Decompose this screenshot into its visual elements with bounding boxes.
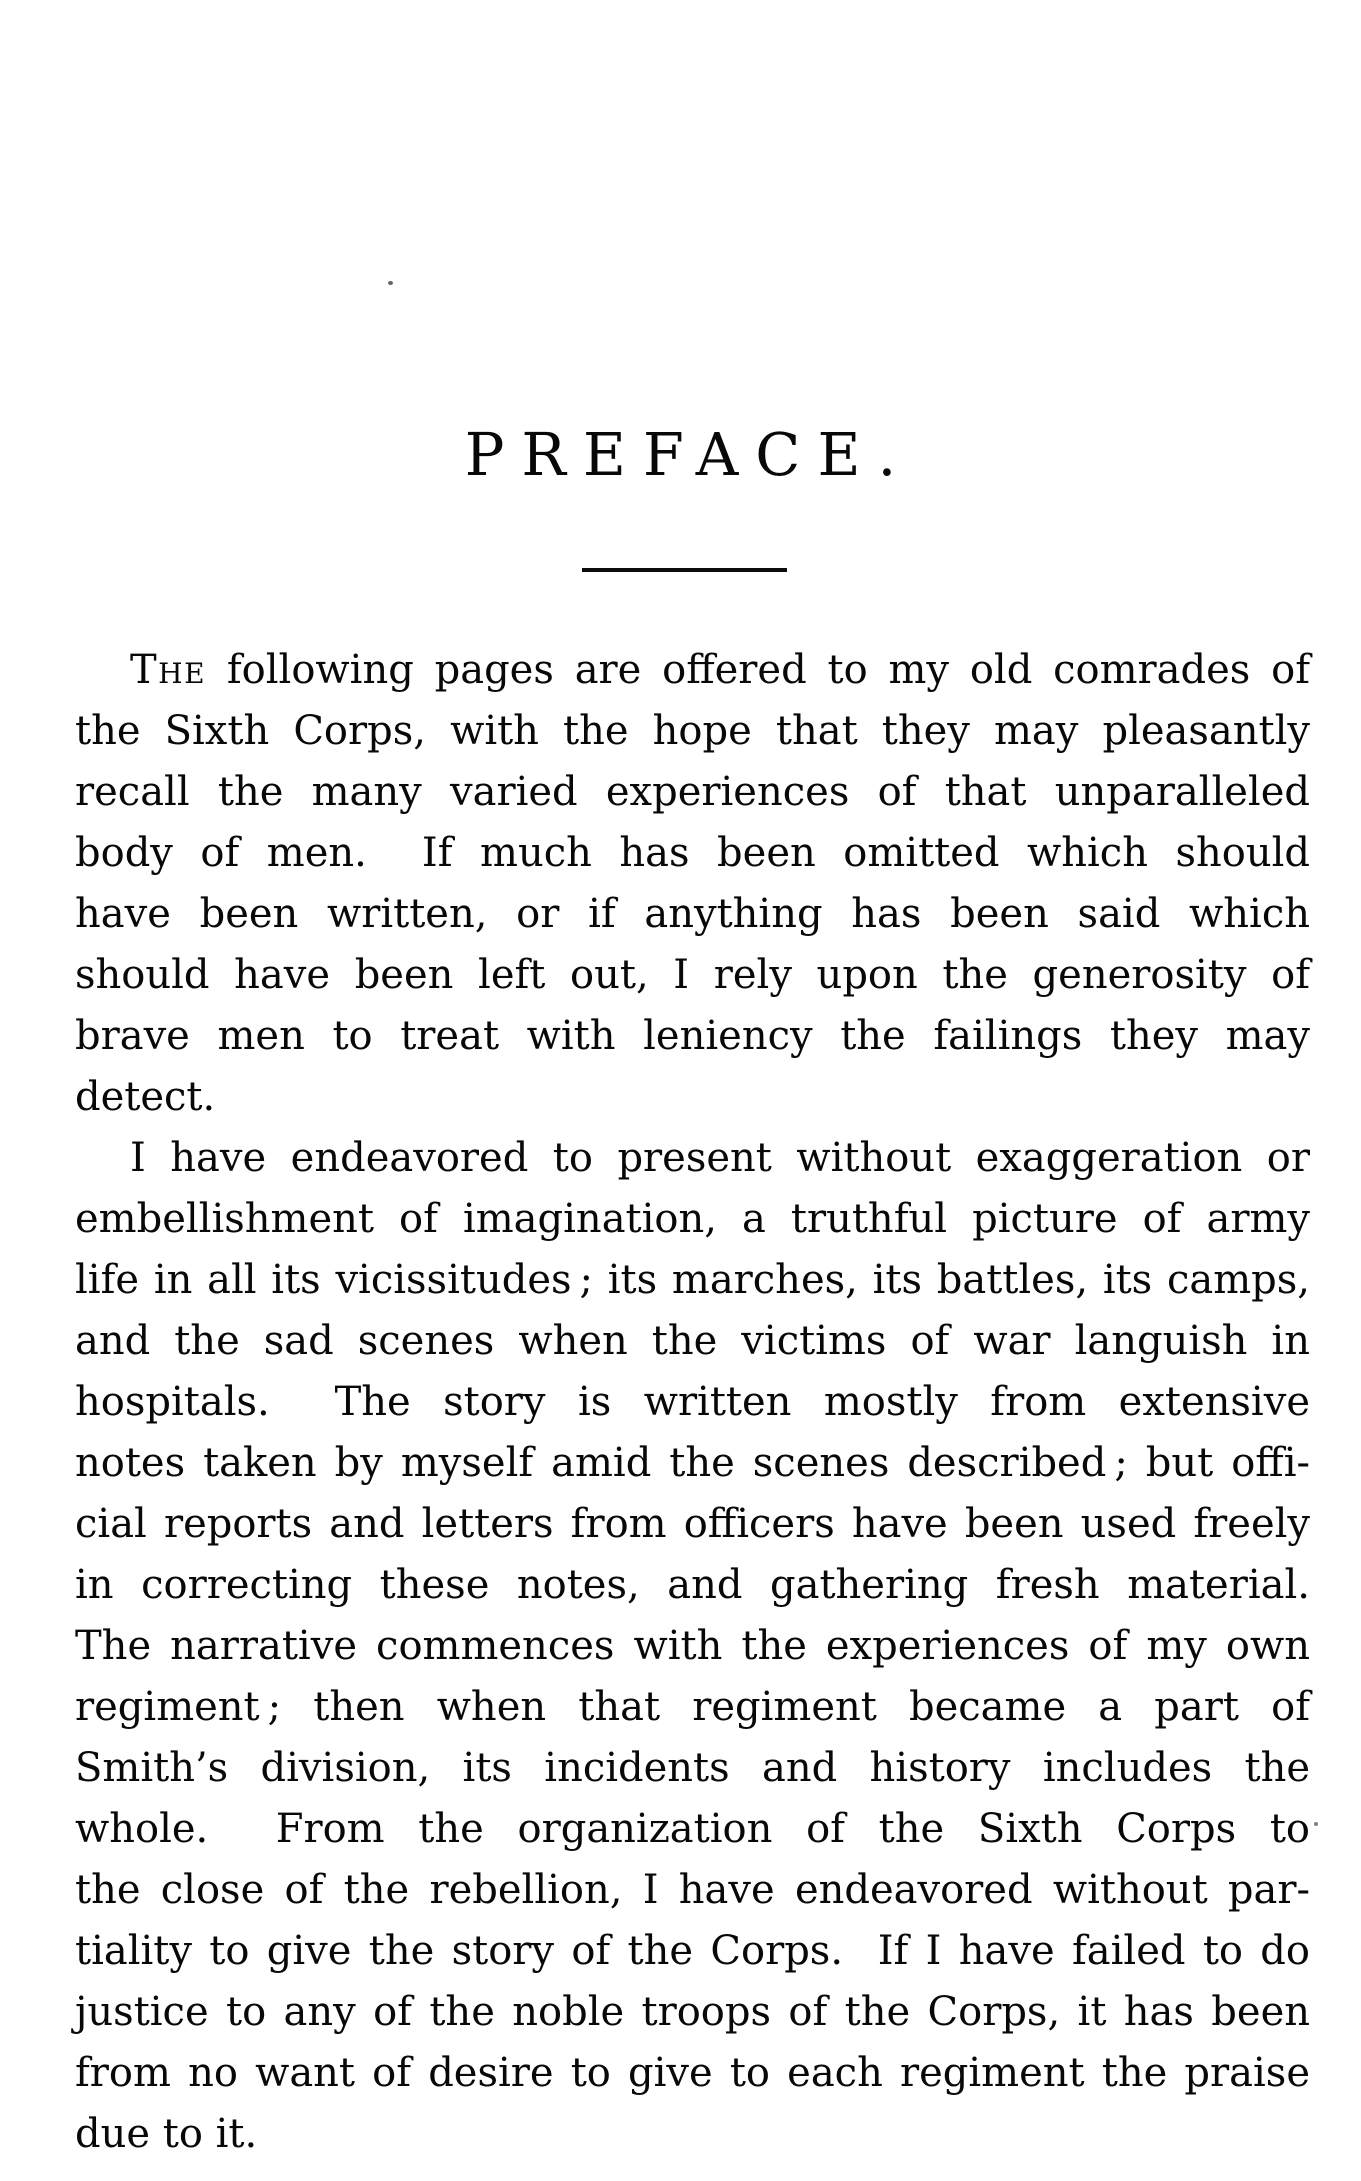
- text-line: life in all its vicissitudes ; its marches, its battles, its camps,: [75, 1257, 1310, 1303]
- text-line: brave men to treat with leniency the failings they may: [75, 1013, 1310, 1059]
- preface-text: [75, 640, 1310, 2165]
- text-line: The following pages are offered to my old comrades of: [130, 647, 1310, 693]
- page-title: PREFACE.: [464, 420, 914, 489]
- text-line: have been written, or if anything has been said which: [75, 891, 1310, 937]
- text-line: cial reports and letters from officers have been used freely: [75, 1501, 1310, 1547]
- text-line: I have endeavored to present without exaggeration or: [130, 1135, 1310, 1181]
- smallcaps-lead: The: [130, 647, 207, 693]
- text-line: body of men. If much has been omitted which should: [75, 830, 1310, 876]
- paragraph: [75, 1128, 1310, 2165]
- text-line: recall the many varied experiences of that unparalleled: [75, 769, 1310, 815]
- text-line: regiment ; then when that regiment became a part of: [75, 1684, 1310, 1730]
- text-line: due to it.: [75, 2111, 258, 2157]
- text-line: from no want of desire to give to each regiment the praise: [75, 2050, 1310, 2096]
- text-line: embellishment of imagination, a truthful picture of army: [75, 1196, 1310, 1242]
- text-line: detect.: [75, 1074, 216, 1120]
- text-line: tiality to give the story of the Corps. If I have failed to do: [75, 1928, 1310, 1974]
- paragraph: [75, 640, 1310, 1128]
- text-line: The narrative commences with the experiences of my own: [75, 1623, 1310, 1669]
- text-line: notes taken by myself amid the scenes described ; but offi-: [75, 1440, 1310, 1486]
- scan-artifact-dot: [388, 281, 393, 285]
- text-line: and the sad scenes when the victims of war languish in: [75, 1318, 1310, 1364]
- text-line: should have been left out, I rely upon the generosity of: [75, 952, 1310, 998]
- text-line: whole. From the organization of the Sixth Corps to: [75, 1806, 1310, 1852]
- text-line: Smith’s division, its incidents and history includes the: [75, 1745, 1310, 1791]
- text-line: the Sixth Corps, with the hope that they may pleasantly: [75, 708, 1310, 754]
- text-line: hospitals. The story is written mostly from extensive: [75, 1379, 1310, 1425]
- text-line: in correcting these notes, and gathering fresh material.: [75, 1562, 1310, 1608]
- title-divider-rule: [582, 568, 787, 572]
- scan-artifact-dot: [1314, 1822, 1318, 1826]
- text-line: justice to any of the noble troops of the Corps, it has been: [75, 1989, 1310, 2035]
- text-line: the close of the rebellion, I have endeavored without par-: [75, 1867, 1310, 1913]
